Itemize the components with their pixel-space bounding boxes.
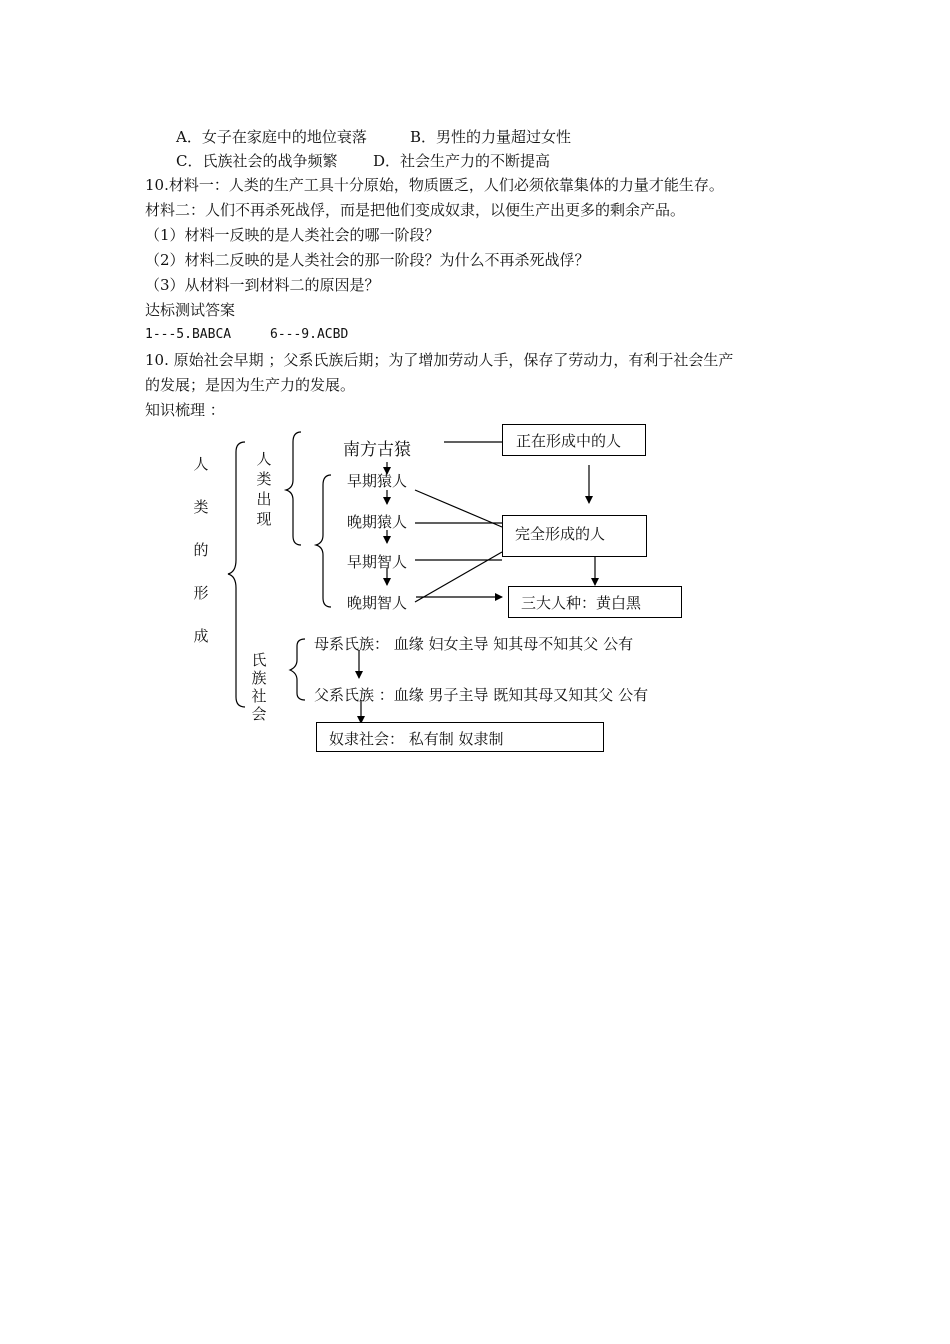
- brace-emergence: [286, 432, 301, 545]
- knowledge-heading: 知识梳理 ：: [145, 401, 225, 419]
- choice-a: A．女子在家庭中的地位衰落: [176, 128, 367, 146]
- node-early-ape: 早期猿人: [347, 472, 408, 490]
- brace-root: [228, 442, 245, 707]
- q10-material-1: 10.材料一：人类的生产工具十分原始，物质匮乏，人们必须依靠集体的力量才能生存。: [145, 176, 724, 194]
- box-fully-formed-human: [502, 515, 647, 557]
- choice-c: C．氏族社会的战争频繁: [176, 152, 338, 170]
- choice-d: D．社会生产力的不断提高: [373, 152, 551, 170]
- branch1-char: 现: [256, 510, 272, 528]
- box-fully-formed-human-label: 完全形成的人: [515, 525, 606, 543]
- q10-sub-1: （1）材料一反映的是人类社会的哪一阶段？: [145, 226, 440, 244]
- branch1-char: 出: [256, 490, 272, 508]
- answers-mc-1-5: 1---5.BABCA: [145, 327, 232, 342]
- answers-q10-line1: 10. 原始社会早期 ；父系氏族后期；为了增加劳动人手，保存了劳动力，有利于社会生产: [145, 351, 734, 369]
- brace-clan: [290, 639, 305, 700]
- root-char: 人: [193, 455, 209, 473]
- root-char: 形: [193, 584, 209, 602]
- brace-stages: [316, 475, 331, 607]
- branch1-char: 类: [256, 470, 272, 488]
- choice-b: B．男性的力量超过女性: [410, 128, 572, 146]
- branch2-char: 族: [251, 669, 267, 687]
- node-southern-ape: 南方古猿: [343, 440, 411, 460]
- patrilineal-clan: 父系氏族 ：血缘 男子主导 既知其母又知其父 公有: [314, 686, 649, 704]
- branch2-char: 氏: [251, 651, 267, 669]
- q10-sub-3: （3）从材料一到材料二的原因是？: [145, 276, 380, 294]
- box-slave-society: [316, 722, 604, 752]
- root-char: 成: [193, 627, 209, 645]
- box-slave-society-label: 奴隶社会： 私有制 奴隶制: [329, 730, 504, 748]
- q10-sub-2: （2）材料二反映的是人类社会的那一阶段？为什么不再杀死战俘？: [145, 251, 590, 269]
- node-late-sapiens: 晚期智人: [347, 594, 408, 612]
- answers-mc-6-9: 6---9.ACBD: [270, 327, 349, 342]
- branch2-char: 社: [251, 687, 267, 705]
- root-char: 的: [193, 541, 209, 559]
- matrilineal-clan: 母系氏族： 血缘 妇女主导 知其母不知其父 公有: [314, 635, 634, 653]
- root-char: 类: [193, 498, 209, 516]
- box-three-races: [508, 586, 682, 618]
- answers-q10-line2: 的发展；是因为生产力的发展。: [145, 376, 356, 394]
- node-early-sapiens: 早期智人: [347, 553, 408, 571]
- answers-heading: 达标测试答案: [145, 301, 236, 319]
- box-forming-human: [502, 424, 646, 456]
- node-late-ape: 晚期猿人: [347, 513, 408, 531]
- box-three-races-label: 三大人种：黄白黑: [521, 594, 642, 612]
- q10-material-2: 材料二：人们不再杀死战俘，而是把他们变成奴隶，以便生产出更多的剩余产品。: [145, 201, 686, 219]
- branch1-char: 人: [256, 450, 272, 468]
- branch2-char: 会: [251, 705, 267, 723]
- box-forming-human-label: 正在形成中的人: [516, 432, 622, 450]
